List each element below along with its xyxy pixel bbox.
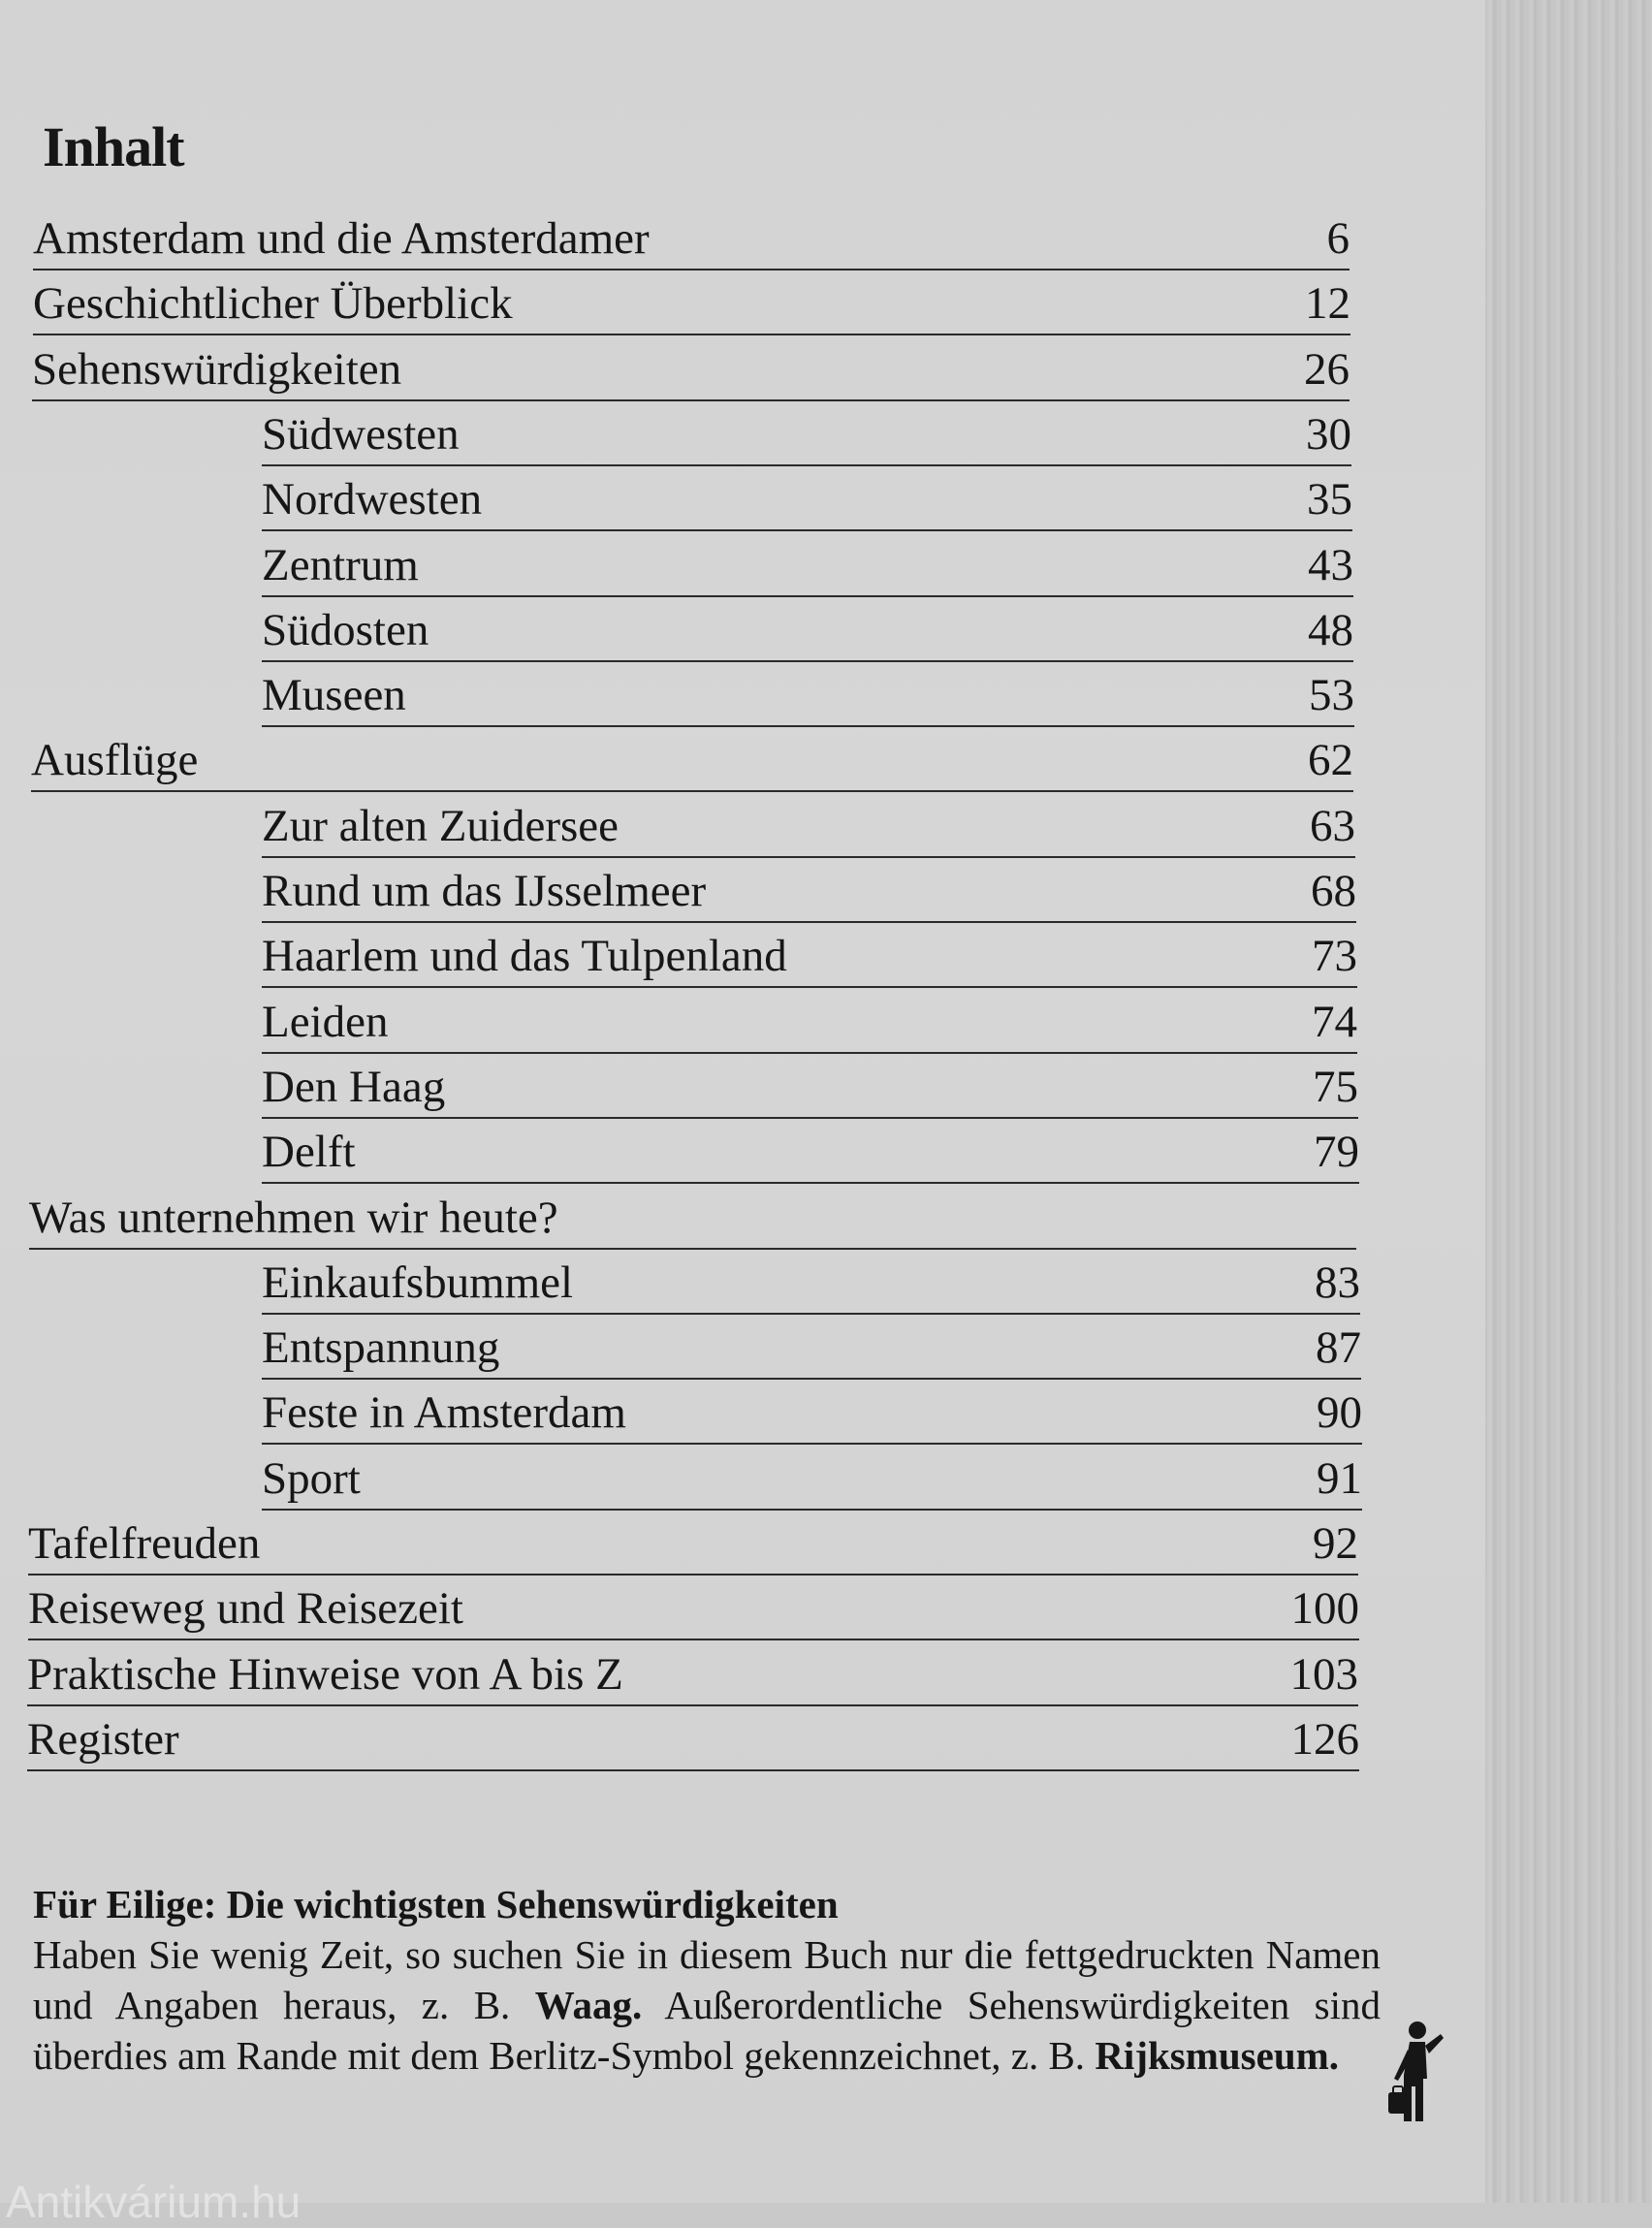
toc-row — [33, 271, 1350, 335]
toc-row — [262, 1380, 1362, 1445]
toc-entry-page: 100 — [1290, 1583, 1359, 1634]
toc-row — [262, 1250, 1360, 1315]
toc-entry-title: Geschichtlicher Überblick — [33, 278, 513, 329]
example-rijksmuseum: Rijksmuseum. — [1095, 2033, 1340, 2078]
toc-row — [262, 1054, 1358, 1119]
fuer-eilige-text — [33, 1929, 1381, 2081]
toc-row — [262, 1446, 1362, 1511]
fuer-eilige-heading: Für Eilige: Die wichtigsten Sehenswürdigkeiten — [33, 1882, 839, 1926]
toc-entry-page: 63 — [1310, 801, 1355, 851]
fuer-eilige-section — [33, 1879, 1381, 2081]
toc-entry-page: 6 — [1326, 213, 1350, 264]
toc-entry-title: Rund um das IJsselmeer — [262, 866, 707, 916]
toc-entry-page: 12 — [1305, 278, 1350, 329]
toc-row — [262, 597, 1353, 662]
toc-row — [29, 1185, 1356, 1250]
toc-entry-page: 62 — [1308, 735, 1353, 785]
toc-entry-title: Reiseweg und Reisezeit — [28, 1583, 463, 1634]
toc-entry-title: Amsterdam und die Amsterdamer — [33, 213, 650, 264]
berlitz-walker-icon — [1381, 2021, 1448, 2127]
toc-entry-title: Südosten — [262, 605, 429, 655]
toc-entry-title: Register — [27, 1714, 179, 1765]
toc-entry-page: 68 — [1311, 866, 1356, 916]
toc-entry-title: Was unternehmen wir heute? — [29, 1193, 558, 1243]
toc-row — [262, 401, 1351, 466]
page-title: Inhalt — [43, 115, 184, 178]
toc-row — [262, 662, 1354, 727]
toc-entry-page: 35 — [1307, 474, 1352, 525]
toc-entry-title: Den Haag — [262, 1062, 446, 1112]
page-edge — [1485, 0, 1652, 2203]
toc-entry-title: Nordwesten — [262, 474, 483, 525]
toc-entry-title: Haarlem und das Tulpenland — [262, 931, 787, 981]
toc-entry-page: 73 — [1312, 931, 1357, 981]
toc-entry-page: 43 — [1308, 540, 1353, 590]
toc-entry-title: Praktische Hinweise von A bis Z — [27, 1649, 623, 1700]
toc-row — [28, 1511, 1358, 1576]
fuer-eilige-text-part: Außerordentliche Sehenswürdigkeiten sind überdies am Rande mit dem Berlitz-Symbol gekennzeichnet, z. B. — [33, 1983, 1381, 2078]
toc-entry-title: Sehenswürdigkeiten — [32, 344, 402, 395]
toc-row — [262, 923, 1357, 988]
toc-row — [262, 1315, 1361, 1380]
toc-entry-page: 74 — [1312, 997, 1357, 1047]
toc-entry-title: Zentrum — [262, 540, 419, 590]
toc-row — [33, 206, 1350, 271]
toc-entry-page: 75 — [1313, 1062, 1358, 1112]
fuer-eilige-text-part: Haben Sie wenig Zeit, so suchen Sie in diesem Buch nur die fettgedruckten Namen und Angaben heraus, z. B. — [33, 1932, 1381, 2027]
toc-entry-title: Ausflüge — [31, 735, 199, 785]
toc-entry-title: Sport — [262, 1453, 361, 1504]
toc-entry-title: Südwesten — [262, 409, 460, 460]
toc-row — [262, 989, 1357, 1054]
example-waag: Waag. — [534, 1983, 643, 2027]
toc-entry-title: Zur alten Zuidersee — [262, 801, 619, 851]
toc-entry-page: 26 — [1304, 344, 1350, 395]
toc-entry-page: 53 — [1309, 670, 1354, 720]
toc-entry-page: 91 — [1317, 1453, 1362, 1504]
toc-entry-title: Delft — [262, 1127, 356, 1177]
toc-row — [262, 1119, 1359, 1184]
toc-entry-page: 48 — [1308, 605, 1353, 655]
toc-entry-title: Leiden — [262, 997, 389, 1047]
toc-entry-title: Tafelfreuden — [28, 1518, 261, 1569]
toc-row — [27, 1641, 1358, 1706]
toc-entry-page: 90 — [1317, 1387, 1362, 1438]
toc-row — [28, 1576, 1359, 1640]
toc-row — [262, 466, 1352, 531]
toc-row — [262, 858, 1356, 923]
toc-entry-page: 87 — [1316, 1322, 1361, 1373]
toc-entry-page: 103 — [1289, 1649, 1358, 1700]
toc-entry-page: 92 — [1313, 1518, 1358, 1569]
toc-row — [262, 793, 1355, 858]
toc-row — [31, 727, 1353, 792]
toc-entry-title: Entspannung — [262, 1322, 500, 1373]
toc-entry-title: Feste in Amsterdam — [262, 1387, 626, 1438]
toc-entry-title: Einkaufsbummel — [262, 1257, 574, 1308]
toc-entry-page: 30 — [1306, 409, 1351, 460]
toc-entry-page: 79 — [1314, 1127, 1359, 1177]
toc-entry-page: 83 — [1315, 1257, 1360, 1308]
toc-row — [262, 532, 1353, 597]
toc-entry-title: Museen — [262, 670, 406, 720]
toc-entry-page: 126 — [1290, 1714, 1359, 1765]
watermark: Antikvárium.hu — [6, 2177, 302, 2227]
toc-row — [32, 336, 1350, 401]
toc-row — [27, 1706, 1359, 1771]
